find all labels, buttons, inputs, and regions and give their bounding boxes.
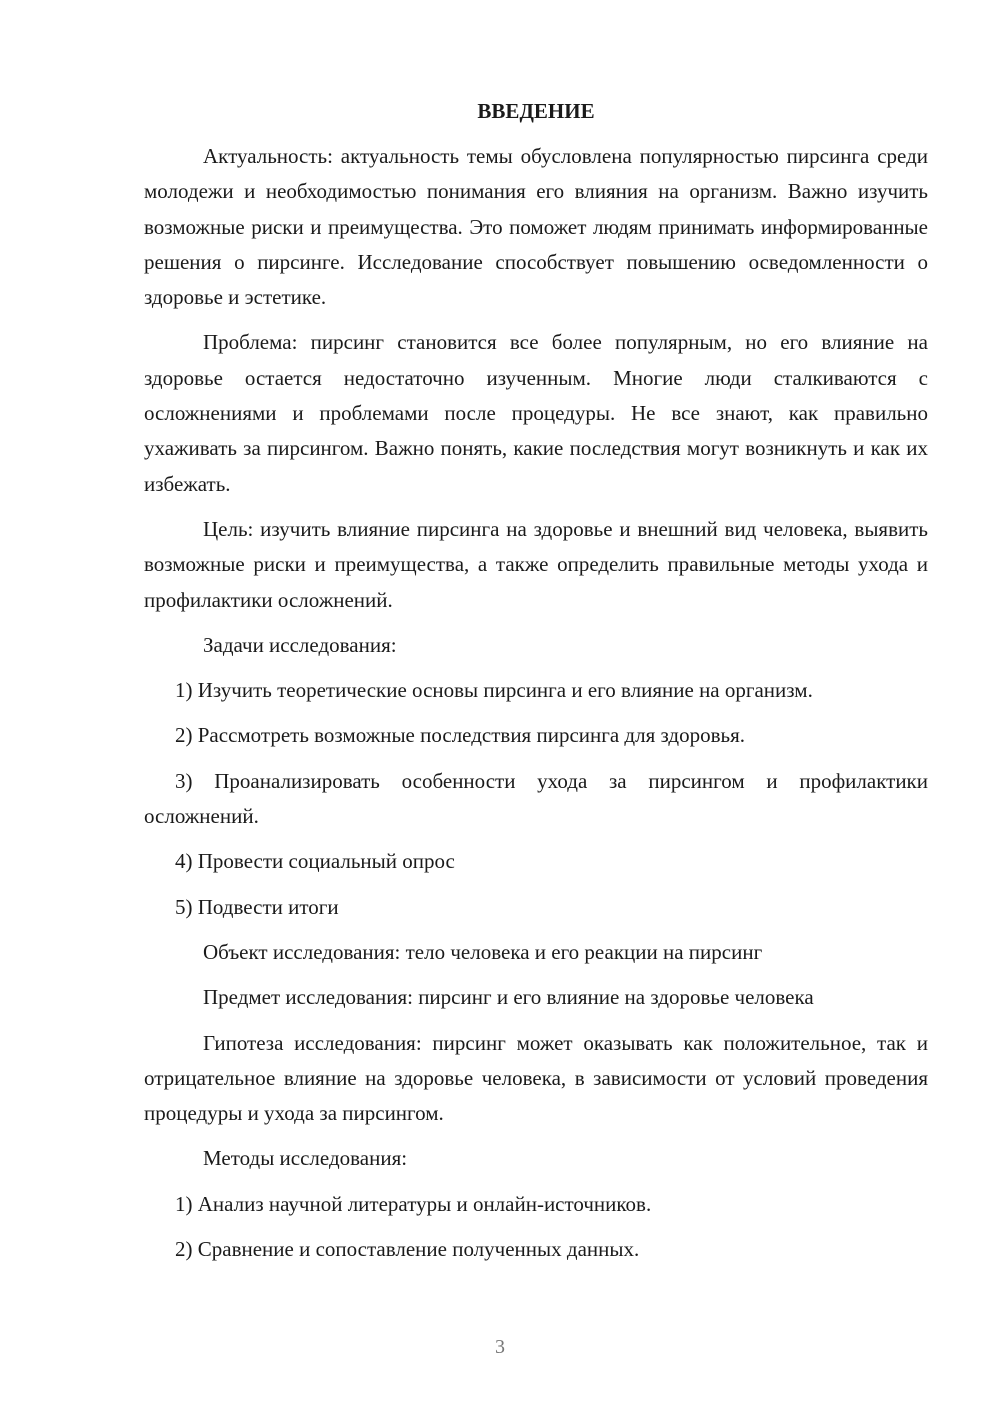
- task-item-2: 2) Рассмотреть возможные последствия пирсинга для здоровья.: [175, 723, 746, 748]
- task-item-5: 5) Подвести итоги: [175, 894, 339, 919]
- document-page: [144, 95, 928, 1277]
- hypothesis-paragraph: Гипотеза исследования: пирсинг может оказывать как положительное, так и отрицательное влияние на здоровье человека, в зависимости от условий проведения процедуры и ухода за пирсингом.: [144, 1030, 928, 1126]
- goal-paragraph: Цель: изучить влияние пирсинга на здоровье и внешний вид человека, выявить возможные риски и преимущества, а также определить правильные методы ухода и профилактики осложнений.: [144, 516, 928, 612]
- methods-heading: Методы исследования:: [203, 1146, 408, 1171]
- tasks-heading: Задачи исследования:: [203, 632, 397, 657]
- task-item-3: 3) Проанализировать особенности ухода за пирсингом и профилактики осложнений.: [144, 768, 928, 829]
- method-item-2: 2) Сравнение и сопоставление полученных данных.: [175, 1237, 640, 1262]
- section-title: ВВЕДЕНИЕ: [477, 99, 595, 123]
- method-item-1: 1) Анализ научной литературы и онлайн-источников.: [175, 1191, 652, 1216]
- relevance-paragraph: Актуальность: актуальность темы обусловлена популярностью пирсинга среди молодежи и необходимостью понимания его влияния на организм. Важно изучить возможные риски и преимущества. Это поможет людям принимать информированные решения о пирсинге. Исследование способствует повышению осведомленности о здоровье и эстетике.: [144, 144, 928, 310]
- task-item-1: 1) Изучить теоретические основы пирсинга и его влияние на организм.: [175, 678, 813, 703]
- page-number: 3: [495, 1336, 505, 1358]
- task-item-4: 4) Провести социальный опрос: [175, 849, 455, 874]
- problem-paragraph: Проблема: пирсинг становится все более популярным, но его влияние на здоровье остается недостаточно изученным. Многие люди сталкиваются с осложнениями и проблемами после процедуры. Не все знают, как правильно ухаживать за пирсингом. Важно понять, какие последствия могут возникнуть и как их избежать.: [144, 330, 928, 496]
- object-paragraph: Объект исследования: тело человека и его реакции на пирсинг: [203, 939, 763, 964]
- subject-paragraph: Предмет исследования: пирсинг и его влияние на здоровье человека: [203, 985, 814, 1010]
